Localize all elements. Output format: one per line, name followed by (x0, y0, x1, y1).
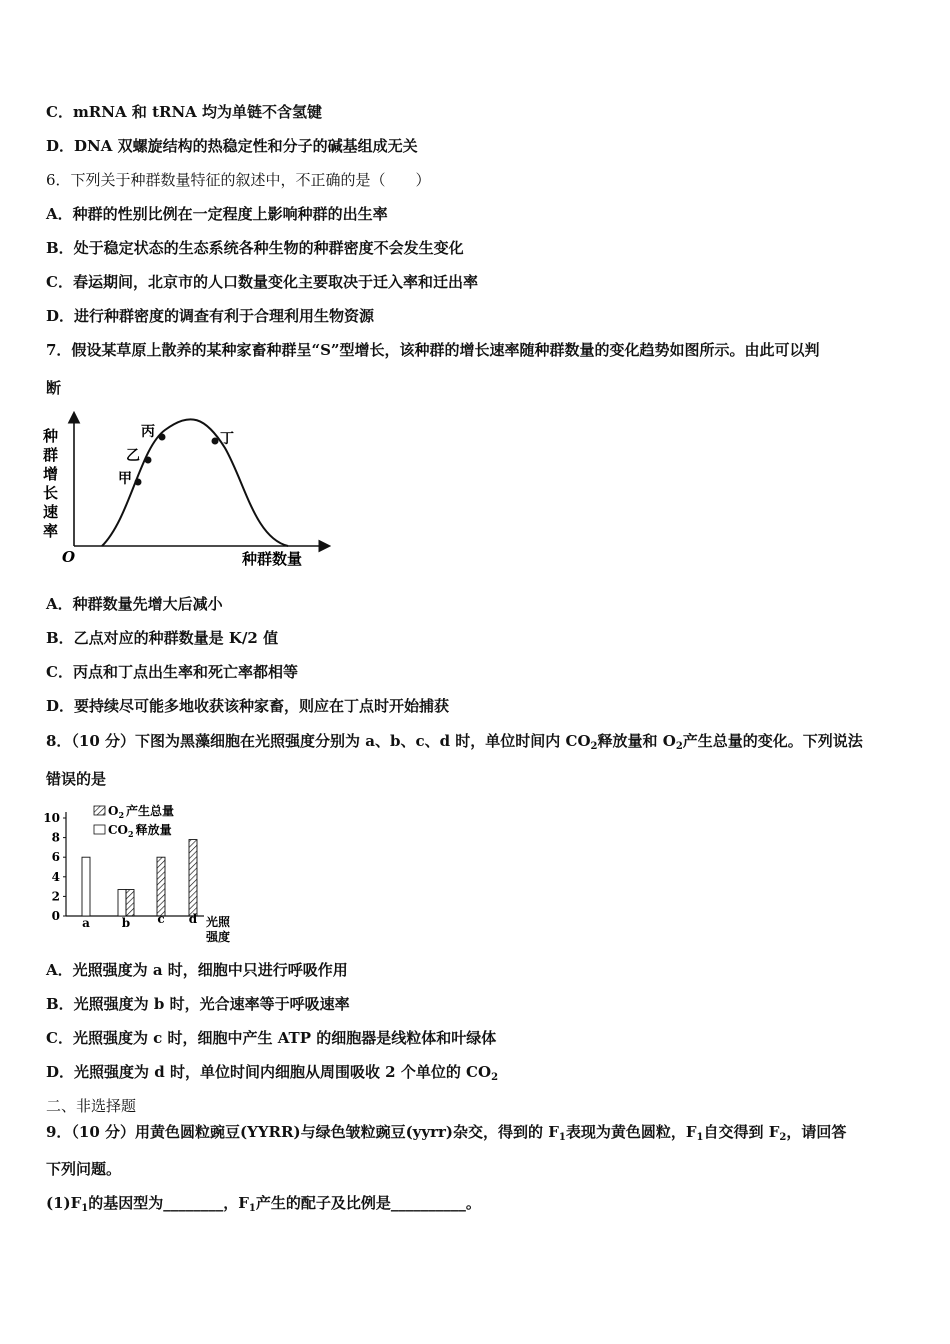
q9-stem-line1: 9．（10 分）用黄色圆粒豌豆(YYRR)与绿色皱粒豌豆(yyrr)杂交，得到的 $F_1$表现为黄色圆粒，$F_1$自交得到 $F_2$，请回答 (46, 1123, 847, 1143)
q8-bar-o2-d (189, 840, 197, 916)
q7-x-axis-label: 种群数量 (242, 550, 303, 568)
q6-option-c: C．春运期间，北京市的人口数量变化主要取决于迁入率和迁出率 (46, 273, 478, 291)
q8-y-tick-label: 2 (51, 889, 60, 904)
q7-point-yi (145, 457, 152, 464)
q7-origin-label: O (62, 548, 76, 566)
q8-x-category-c: c (157, 912, 165, 926)
q6-option-d: D．进行种群密度的调查有利于合理利用生物资源 (46, 307, 375, 325)
q7-option-c: C．丙点和丁点出生率和死亡率都相等 (46, 663, 298, 681)
q8-x-axis-label-line1: 光照 (206, 915, 231, 929)
q8-y-tick-label: 0 (51, 909, 60, 923)
q8-legend-o2-label: $O_2$ 产生总量 (108, 804, 175, 820)
q8-x-category-d: d (188, 912, 198, 926)
q8-y-tick-label: 8 (51, 830, 60, 845)
q7-label-ding: 丁 (220, 431, 234, 447)
q7-option-d: D．要持续尽可能多地收获该种家畜，则应在丁点时开始捕获 (46, 697, 450, 715)
q9-part1: $(1)F_1$的基因型为________，$F_1$产生的配子及比例是__________。 (46, 1194, 481, 1214)
q8-bar-co2-b (118, 890, 126, 916)
q5-option-d: D．DNA 双螺旋结构的热稳定性和分子的碱基组成无关 (46, 137, 418, 155)
q8-option-d: D．光照强度为 d 时，单位时间内细胞从周围吸收 2 个单位的 $CO_2$ (46, 1063, 499, 1083)
q8-y-tick-label: 10 (43, 811, 60, 825)
q7-y-axis-label: 种群增长速率 (41, 428, 59, 542)
q8-legend-o2-swatch (94, 806, 105, 815)
q7-point-bing (159, 434, 166, 441)
q7-point-jia (135, 479, 142, 486)
q8-bar-o2-c (157, 857, 165, 916)
q5-option-c: C．mRNA 和 tRNA 均为单链不含氢键 (46, 103, 323, 121)
q8-legend-co2-swatch (94, 825, 105, 834)
q7-stem-line1: 7．假设某草原上散养的某种家畜种群呈“S”型增长，该种群的增长速率随种群数量的变化趋势如图所示。由此可以判 (46, 341, 820, 359)
q7-label-jia: 甲 (118, 471, 132, 487)
q7-point-ding (212, 438, 219, 445)
q8-legend-co2-label: $CO_2$ 释放量 (108, 823, 172, 839)
q8-option-a: A．光照强度为 a 时，细胞中只进行呼吸作用 (46, 961, 348, 979)
q7-growth-rate-figure (40, 408, 340, 580)
q8-x-axis-label-line2: 强度 (206, 930, 231, 944)
q6-option-b: B．处于稳定状态的生态系统各种生物的种群密度不会发生变化 (46, 239, 464, 257)
q9-stem-line2: 下列问题。 (46, 1160, 122, 1178)
q7-label-bing: 丙 (141, 424, 155, 440)
q8-y-tick-label: 6 (51, 850, 60, 865)
q7-stem-line2: 断 (46, 379, 62, 397)
q8-y-tick-label: 4 (51, 869, 60, 884)
q8-x-category-b: b (121, 916, 131, 930)
q7-option-b: B．乙点对应的种群数量是 K/2 值 (46, 629, 279, 647)
q8-option-b: B．光照强度为 b 时，光合速率等于呼吸速率 (46, 995, 350, 1013)
q7-option-a: A．种群数量先增大后减小 (46, 595, 223, 613)
q8-bar-chart (40, 798, 250, 948)
q8-bar-o2-b (126, 890, 134, 916)
q7-label-yi: 乙 (126, 448, 140, 464)
q8-stem-line1: 8．（10 分）下图为黑藻细胞在光照强度分别为 a、b、c、d 时，单位时间内 $CO_2$释放量和 $O_2$产生总量的变化。下列说法 (46, 732, 863, 752)
q8-x-category-a: a (82, 916, 90, 930)
q8-bar-co2-a (82, 857, 90, 916)
q8-stem-line2: 错误的是 (46, 770, 107, 788)
q6-stem: 6．下列关于种群数量特征的叙述中，不正确的是（ ） (46, 171, 431, 189)
q6-option-a: A．种群的性别比例在一定程度上影响种群的出生率 (46, 205, 388, 223)
section-heading: 二、非选择题 (46, 1097, 137, 1115)
q8-option-c: C．光照强度为 c 时，细胞中产生 ATP 的细胞器是线粒体和叶绿体 (46, 1029, 497, 1047)
